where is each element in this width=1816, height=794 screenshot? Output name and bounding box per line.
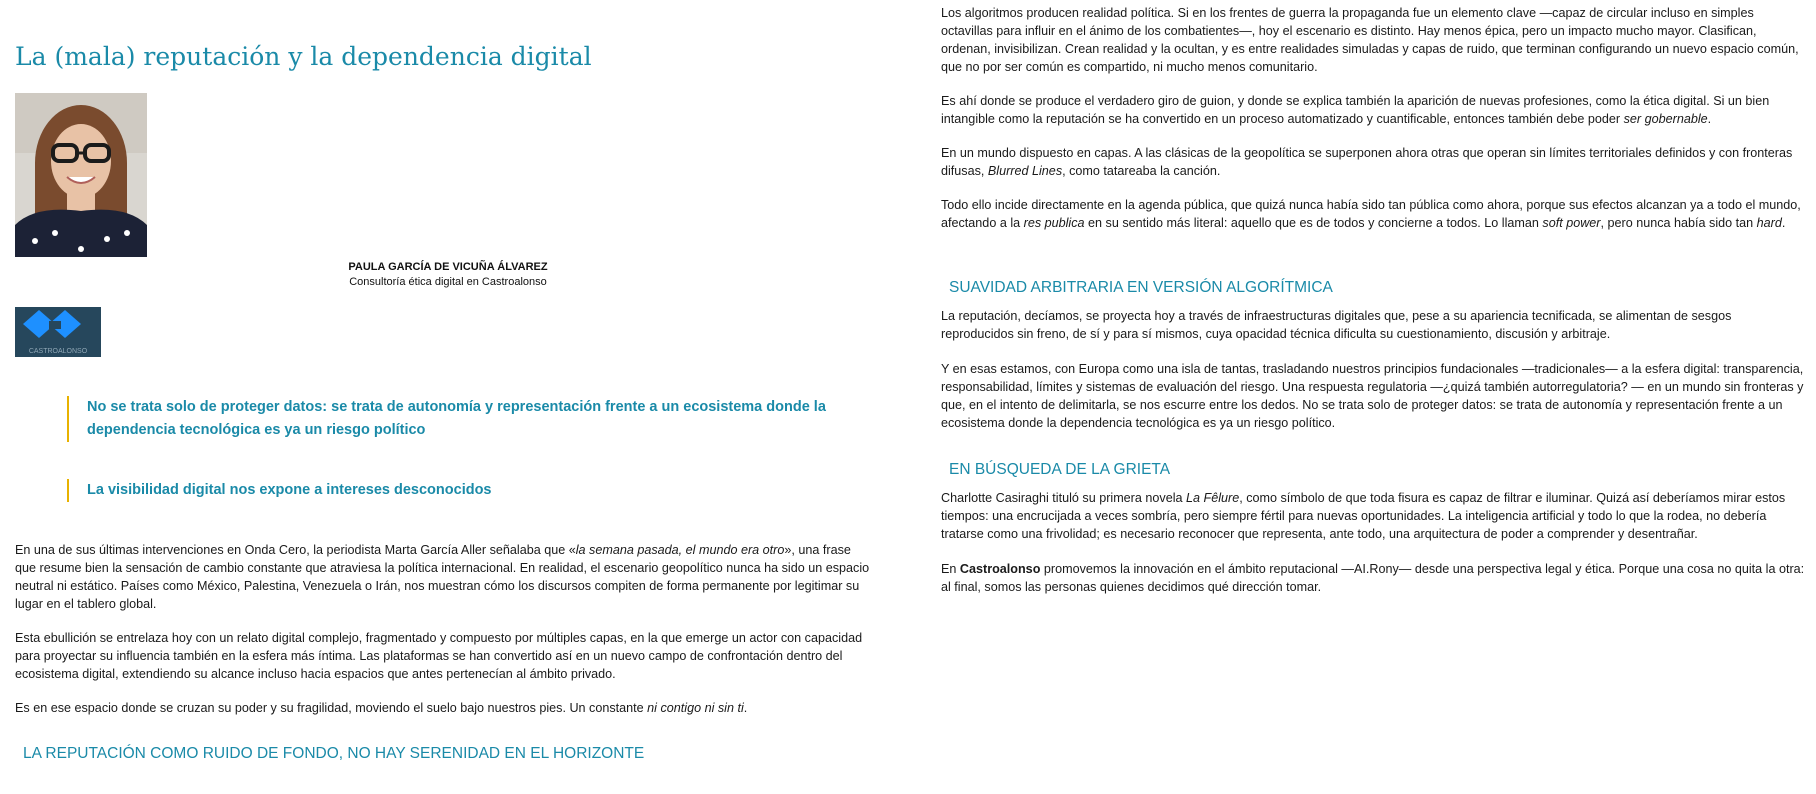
author-portrait-image: [15, 93, 147, 257]
paragraph: Todo ello incide directamente en la agenda pública, que quizá nunca había sido tan pública como ahora, porque sus efectos alcanzan ya a todo el mundo, afectando a la res publica en su sentido más literal: aquello que es de todos y concierne a todos. Lo llaman soft power, pero nunca había sido tan hard.: [941, 198, 1801, 230]
pull-quote-1: No se trata solo de proteger datos: se trata de autonomía y representación frente a un ecosistema donde la dependencia tecnológica es ya un riesgo político: [67, 396, 847, 442]
article-title: La (mala) reputación y la dependencia digital: [15, 42, 592, 71]
logo-wordmark: CASTROALONSO: [28, 348, 88, 355]
paragraph: La reputación, decíamos, se proyecta hoy a través de infraestructuras digitales que, pese a su apariencia tecnificada, se alimentan de sesgos reproducidos sin freno, de sí y para sí mismos, cuya opacidad técnica dificulta su cuestionamiento, discusión y arbitraje.: [941, 309, 1732, 341]
pull-quote-2: La visibilidad digital nos expone a intereses desconocidos: [67, 479, 847, 502]
paragraph: Charlotte Casiraghi tituló su primera novela La Fêlure, como símbolo de que toda fisura es capaz de filtrar e iluminar. Quizá así deberíamos mirar estos tiempos: una encrucijada a veces sombría, pero siempre fértil para nuevas oportunidades. La inteligencia artificial y todo lo que la rodea, no debería tratarse como una frivolidad; es necesario reconocer que representa, ante todo, una arquitectura de poder a comprender y desentrañar.: [941, 491, 1786, 541]
paragraph: En Castroalonso promovemos la innovación en el ámbito reputacional —AI.Rony— desde una perspectiva legal y ética. Porque una cosa no quita la otra: al final, somos las personas quienes decidimos qué dirección tomar.: [941, 562, 1805, 594]
section-heading: EN BÚSQUEDA DE LA GRIETA: [949, 461, 1171, 478]
paragraph: En una de sus últimas intervenciones en Onda Cero, la periodista Marta García Aller señalaba que «la semana pasada, el mundo era otro», una frase que resume bien la sensación de cambio constante que atraviesa la política internacional. En realidad, el escenario geopolítico nunca ha sido un espacio neutral ni estático. Países como México, Palestina, Venezuela o Irán, nos muestran cómo los discursos compiten de forma permanente por legitimar su lugar en el tablero global.: [15, 543, 870, 611]
paragraph: En un mundo dispuesto en capas. A las clásicas de la geopolítica se superponen ahora otras que operan sin límites territoriales definidos y con fronteras difusas, Blurred Lines, como tatareaba la canción.: [941, 146, 1793, 178]
section-heading: LA REPUTACIÓN COMO RUIDO DE FONDO, NO HAY SERENIDAD EN EL HORIZONTE: [23, 745, 645, 762]
author-name: PAULA GARCÍA DE VICUÑA ÁLVAREZ: [348, 261, 548, 273]
paragraph: Esta ebullición se entrelaza hoy con un relato digital complejo, fragmentado y compuesto por múltiples capas, en la que emerge un actor con capacidad para proyectar su influencia también en la esfera más íntima. Las plataformas se han convertido así en un nuevo campo de confrontación dentro del ecosistema digital, extendiendo su alcance incluso hacia espacios que antes pertenecían al ámbito privado.: [15, 631, 863, 681]
author-role: Consultoría ética digital en Castroalonso: [349, 276, 547, 288]
castroalonso-logo-mark: [15, 307, 101, 357]
castroalonso-logo: [15, 307, 101, 357]
paragraph: Es ahí donde se produce el verdadero giro de guion, y donde se explica también la aparición de nuevas profesiones, como la ética digital. Si un bien intangible como la reputación se ha convertido en un proceso automatizado y cuantificable, entonces también debe poder ser gobernable.: [941, 94, 1770, 126]
paragraph: Es en ese espacio donde se cruzan su poder y su fragilidad, moviendo el suelo bajo nuestros pies. Un constante ni contigo ni sin ti.: [15, 701, 748, 715]
paragraph: Y en esas estamos, con Europa como una isla de tantas, trasladando nuestros principios fundacionales —tradicionales— a la esfera digital: transparencia, responsabilidad, límites y sistemas de evaluación del riesgo. Una respuesta regulatoria —¿quizá también autorregulatoria? — en un mundo sin fronteras y que, en el intento de delimitarla, se nos escurre entre los dedos. No se trata solo de proteger datos: se trata de autonomía y representación frente a un ecosistema donde la dependencia tecnológica es ya un riesgo político.: [941, 362, 1804, 430]
section-heading: SUAVIDAD ARBITRARIA EN VERSIÓN ALGORÍTMICA: [949, 279, 1333, 296]
author-photo: [15, 93, 147, 257]
paragraph: Los algoritmos producen realidad política. Si en los frentes de guerra la propaganda fue un elemento clave —capaz de circular incluso en simples octavillas para influir en el ánimo de los combatientes—, hoy el escenario es distinto. Hay menos épica, pero un impacto mucho mayor. Clasifican, ordenan, invisibilizan. Crean realidad y la ocultan, y es entre realidades simuladas y capas de ruido, que terminan configurando un nuevo espacio común, que no por ser común es compartido, ni mucho menos comunitario.: [941, 6, 1799, 74]
